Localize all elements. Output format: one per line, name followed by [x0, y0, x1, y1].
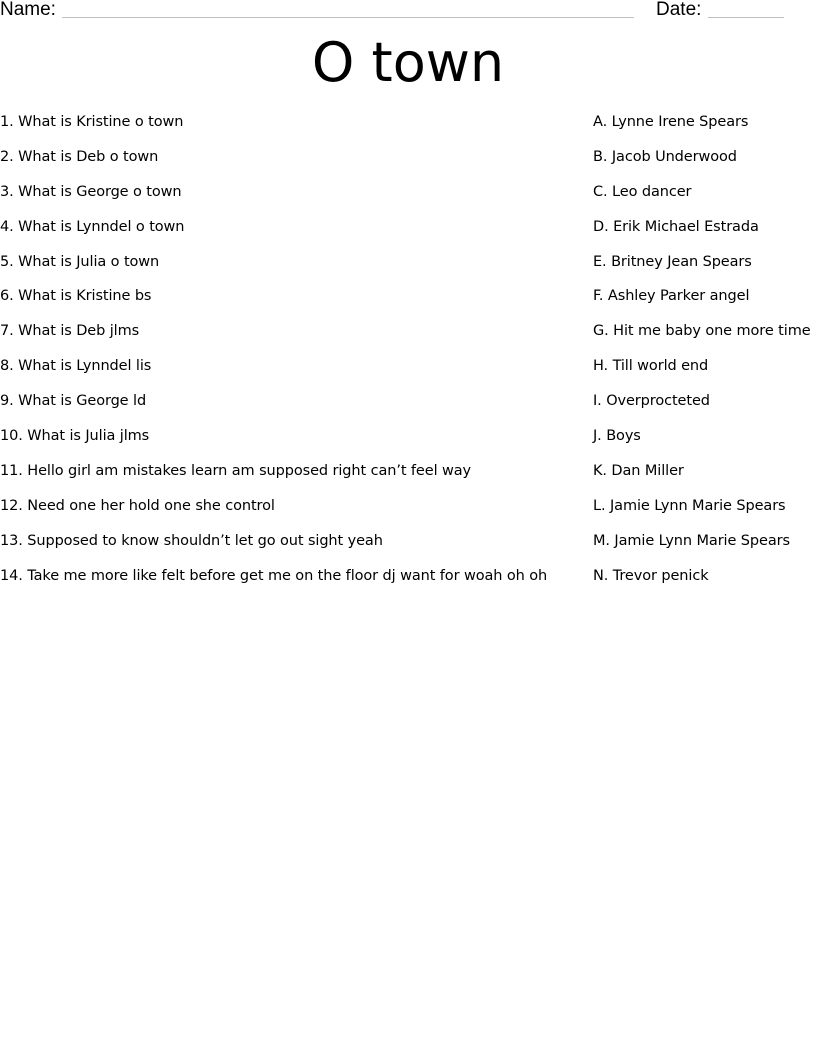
clue-item: 12. Need one her hold one she control [0, 497, 275, 514]
clue-item: 4. What is Lynndel o town [0, 218, 185, 235]
answer-item: H. Till world end [593, 358, 709, 375]
answer-item: D. Erik Michael Estrada [593, 218, 759, 235]
answer-item: K. Dan Miller [593, 462, 684, 479]
answer-item: G. Hit me baby one more time [593, 323, 811, 340]
clue-list [0, 112, 580, 600]
answer-item: A. Lynne Irene Spears [593, 114, 749, 130]
answer-item: E. Britney Jean Spears [593, 253, 752, 270]
clue-item: 14. Take me more like felt before get me on the floor dj want for woah oh oh [0, 567, 548, 584]
clue-item: 9. What is George ld [0, 393, 147, 410]
answer-item: J. Boys [593, 428, 641, 445]
clue-item: 6. What is Kristine bs [0, 288, 152, 305]
date-label: Date: [656, 0, 702, 20]
clue-item: 13. Supposed to know shouldn’t let go out sight yeah [0, 532, 383, 549]
clue-item: 8. What is Lynndel lis [0, 358, 152, 375]
clue-item: 2. What is Deb o town [0, 148, 159, 165]
clue-item: 10. What is Julia jlms [0, 428, 150, 445]
name-label: Name: [0, 0, 56, 20]
answer-item: C. Leo dancer [593, 183, 692, 200]
clue-item: 5. What is Julia o town [0, 253, 160, 270]
answer-item: L. Jamie Lynn Marie Spears [593, 497, 786, 514]
date-field-line[interactable] [708, 17, 784, 18]
clue-item: 3. What is George o town [0, 183, 182, 200]
answer-item: I. Overprocteted [593, 393, 710, 410]
answer-list [593, 112, 816, 600]
answer-item: M. Jamie Lynn Marie Spears [593, 532, 790, 549]
clue-item: 7. What is Deb jlms [0, 323, 140, 340]
clue-item: 1. What is Kristine o town [0, 114, 184, 130]
answer-item: F. Ashley Parker angel [593, 288, 750, 305]
name-field-line[interactable] [62, 17, 634, 18]
worksheet-header [0, 0, 816, 22]
answer-item: N. Trevor penick [593, 567, 709, 584]
answer-item: B. Jacob Underwood [593, 148, 737, 165]
clue-item: 11. Hello girl am mistakes learn am supposed right can’t feel way [0, 462, 472, 479]
page-title: O town [311, 31, 505, 94]
